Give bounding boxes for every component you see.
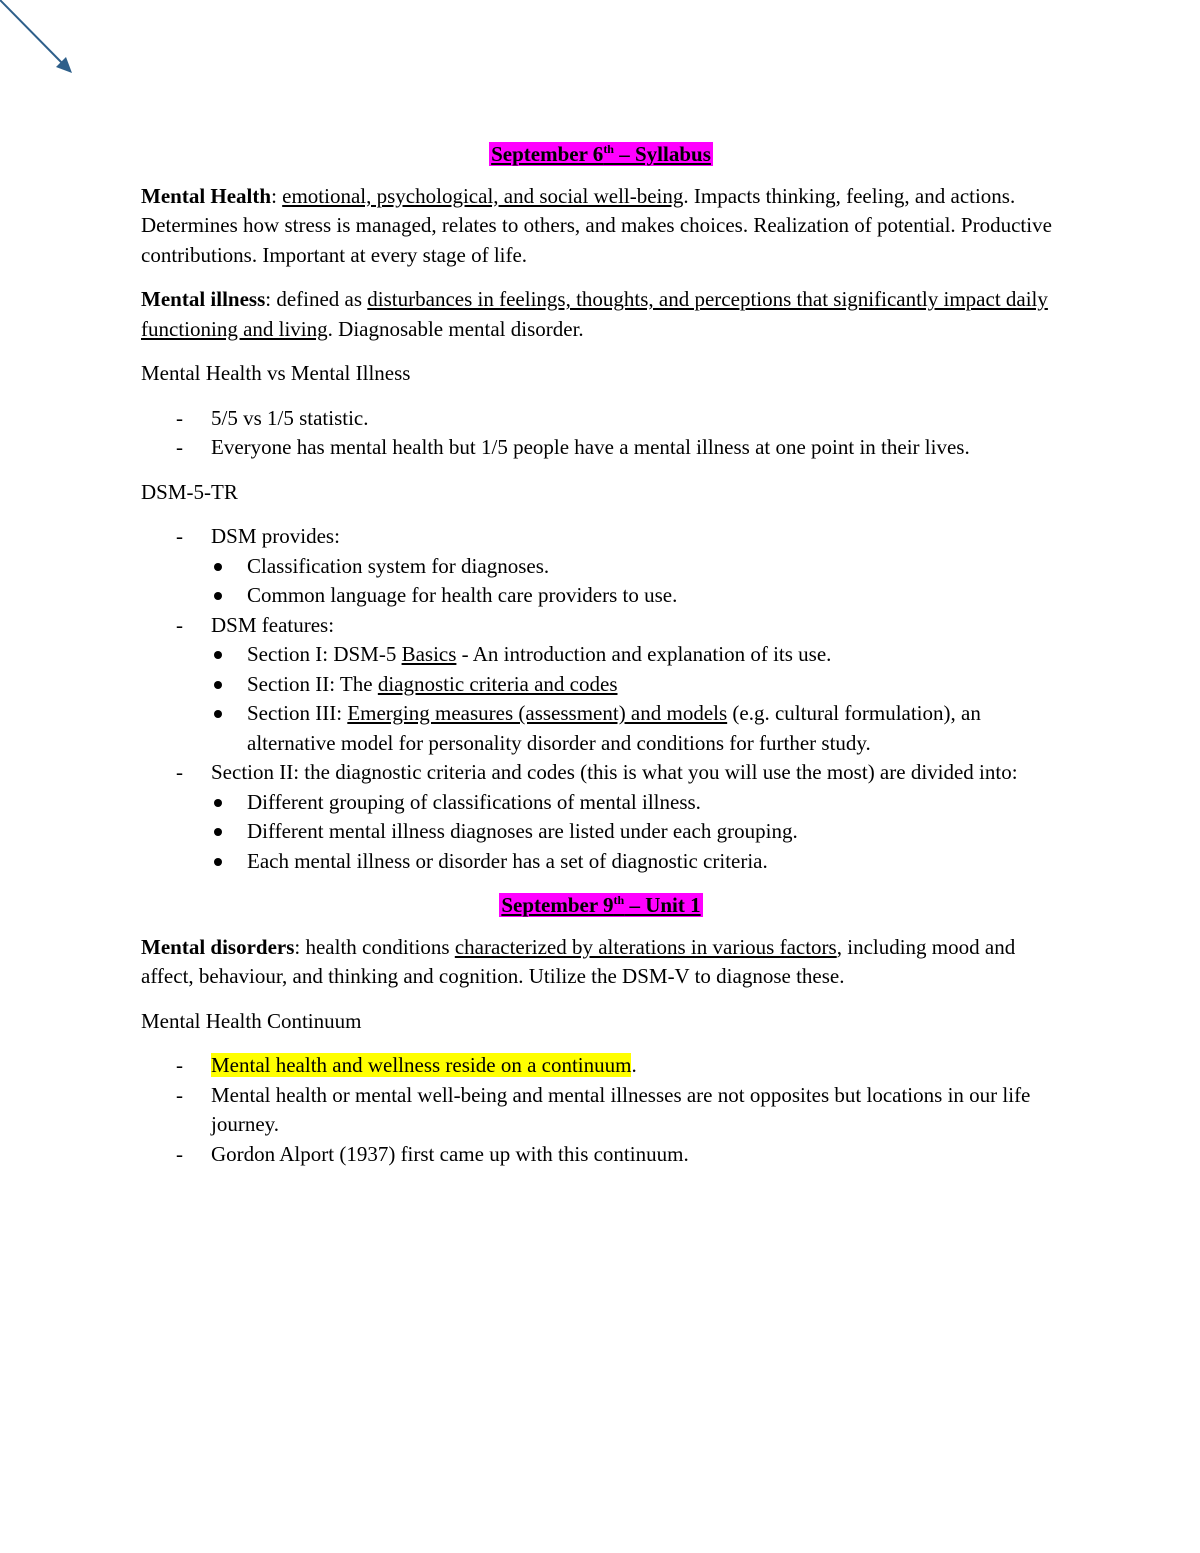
dsm-provides-item: - DSM provides: Classification system for diagnoses. Common language for health care providers to use. <box>141 522 1061 611</box>
mental-illness-definition: Mental illness: defined as disturbances in feelings, thoughts, and perceptions that significantly impact daily functioning and living. Diagnosable mental disorder. <box>141 287 1048 341</box>
list-item: Classification system for diagnoses. <box>211 552 1061 582</box>
mental-health-definition: Mental Health: emotional, psychological, and social well-being. Impacts thinking, feeling, and actions. Determines how stress is managed, relates to others, and makes choices. Realization of potential. Productive contributions. Important at every stage of life. <box>141 183 1052 267</box>
dsm-section2-item: - Section II: the diagnostic criteria and codes (this is what you will use the most) are divided into: Different grouping of classifications of mental illness. Different mental illness diagnoses are listed under each grouping. Each mental illness or disorder has a set of diagnostic criteria. <box>141 758 1061 876</box>
list-item: Different grouping of classifications of mental illness. <box>211 788 1061 818</box>
dsm-provides-sublist <box>211 552 1061 611</box>
list-item: - Mental health or mental well-being and mental illnesses are not opposites but locations in our life journey. <box>141 1081 1061 1140</box>
section-heading-sept-6 <box>141 140 1061 170</box>
dsm-list <box>141 522 1061 876</box>
section-heading-sept-9 <box>141 891 1061 921</box>
list-item: - Gordon Alport (1937) first came up with this continuum. <box>141 1140 1061 1170</box>
dsm-section2-sublist <box>211 788 1061 877</box>
dsm-features-sublist <box>211 640 1061 758</box>
heading-highlight: September 6th – Syllabus <box>491 142 711 166</box>
list-item: Section I: DSM-5 Basics - An introduction and explanation of its use. <box>211 640 1061 670</box>
dsm-features-item: - DSM features: Section I: DSM-5 Basics - An introduction and explanation of its use. Section II: The diagnostic criteria and codes Section III: Emerging measures (assessment) and models (e.g. cultural formulation), an alternative model for personality disorder and conditions for further study. <box>141 611 1061 759</box>
list-item: - Mental health and wellness reside on a continuum. <box>141 1051 1061 1081</box>
dsm-title: DSM-5-TR <box>141 479 238 504</box>
vs-title: Mental Health vs Mental Illness <box>141 361 411 385</box>
list-item: - 5/5 vs 1/5 statistic. <box>141 404 1061 434</box>
continuum-title: Mental Health Continuum <box>141 1008 362 1033</box>
list-item: Section II: The diagnostic criteria and codes <box>211 670 1061 700</box>
mental-disorders-definition: Mental disorders: health conditions characterized by alterations in various factors, including mood and affect, behaviour, and thinking and cognition. Utilize the DSM-V to diagnose these. <box>141 934 1016 988</box>
list-item: Different mental illness diagnoses are listed under each grouping. <box>211 817 1061 847</box>
yellow-highlight: Mental health and wellness reside on a continuum <box>211 1053 632 1077</box>
list-item: - Everyone has mental health but 1/5 people have a mental illness at one point in their lives. <box>141 433 1061 463</box>
document-page <box>141 140 1061 1184</box>
vs-list <box>141 404 1061 463</box>
list-item: Each mental illness or disorder has a set of diagnostic criteria. <box>211 847 1061 877</box>
continuum-list <box>141 1051 1061 1169</box>
corner-arrow-icon <box>0 0 90 90</box>
list-item: Common language for health care providers to use. <box>211 581 1061 611</box>
heading-highlight: September 9th – Unit 1 <box>501 893 701 917</box>
list-item: Section III: Emerging measures (assessment) and models (e.g. cultural formulation), an alternative model for personality disorder and conditions for further study. <box>211 699 1061 758</box>
